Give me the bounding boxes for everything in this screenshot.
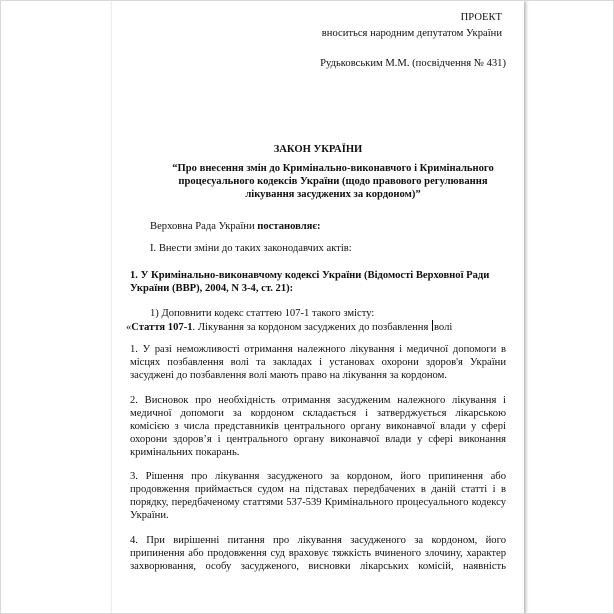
paragraph-3-line-4: України. bbox=[130, 510, 169, 521]
law-subtitle-line-1: “Про внесення змін до Кримінально-виконавчого і Кримінального bbox=[172, 163, 494, 174]
paragraph-1-line-1: 1. У разі неможливості отримання належного лікування і медичної допомоги в bbox=[130, 344, 506, 355]
text-cursor bbox=[432, 320, 433, 331]
sub-item-1: 1) Доповнити кодекс статтею 107-1 такого змісту: bbox=[150, 308, 375, 319]
section-i-heading: І. Внести зміни до таких законодавчих актів: bbox=[150, 243, 352, 254]
paragraph-2-line-3: комісією з числа представників центрального органу виконавчої влади у сфері bbox=[130, 421, 506, 432]
resolution-prefix: Верховна Рада України bbox=[150, 221, 258, 232]
project-label: ПРОЕКТ bbox=[460, 12, 502, 23]
paragraph-3-line-2: продовження приймається судом на підставах передбачених в даній статті і в bbox=[130, 484, 506, 495]
resolution-line bbox=[150, 220, 321, 233]
article-heading bbox=[126, 320, 452, 334]
item-1-line-2: України (ВВР), 2004, N 3-4, ст. 21): bbox=[130, 283, 294, 294]
paragraph-1-line-3: засуджені до позбавлення волі мають право на лікування за кордоном. bbox=[130, 370, 447, 381]
article-title-a: . Лікування за кордоном засуджених до позбавлення bbox=[192, 322, 431, 333]
paragraph-2-line-4: охорони здоров’я і центрального органу виконавчої влади у сфері виконання bbox=[130, 434, 506, 445]
resolution-verb: постановляє: bbox=[257, 221, 321, 232]
author-line: Рудьковським М.М. (посвідчення № 431) bbox=[320, 58, 506, 69]
paragraph-3-line-1: 3. Рішення про лікування засудженого за кордоном, його припинення або bbox=[130, 471, 506, 482]
submitted-by: вноситься народним депутатом України bbox=[321, 28, 502, 39]
paragraph-2-line-5: кримінальних покарань. bbox=[130, 447, 240, 458]
paragraph-2-line-1: 2. Висновок про необхідність отримання засудженим належного лікування і bbox=[130, 395, 506, 406]
article-title-b: волі bbox=[434, 322, 453, 333]
paragraph-4-line-1: 4. При вирішенні питання про лікування засудженого за кордоном, його bbox=[130, 535, 506, 546]
paragraph-1-line-2: місцях позбавлення волі та закладах і установах охорони здоров'я України bbox=[130, 357, 506, 368]
document-page bbox=[111, 1, 524, 614]
law-subtitle-line-2: процесуального кодексів України (щодо правового регулювання bbox=[178, 176, 488, 187]
law-subtitle-line-3: лікування засуджених за кордоном)” bbox=[245, 189, 421, 200]
paragraph-4-line-2: припинення або продовження суд враховує тяжкість вчиненого злочину, характер bbox=[130, 548, 506, 559]
law-title: ЗАКОН УКРАЇНИ bbox=[273, 144, 363, 155]
paragraph-4-line-3: захворювання, особу засудженого, висновки лікарських комісій, наявність bbox=[130, 561, 506, 572]
paragraph-3-line-3: порядку, передбаченому статтями 537-539 Кримінального процесуального кодексу bbox=[130, 497, 506, 508]
item-1-line-1: 1. У Кримінально-виконавчому кодексі України (Відомості Верховної Ради bbox=[130, 270, 490, 281]
article-label: Стаття 107-1 bbox=[131, 322, 193, 333]
paragraph-2-line-2: медичної допомоги за кордоном складається і затверджується лікарською bbox=[130, 408, 506, 419]
article-quote: « bbox=[126, 322, 132, 333]
